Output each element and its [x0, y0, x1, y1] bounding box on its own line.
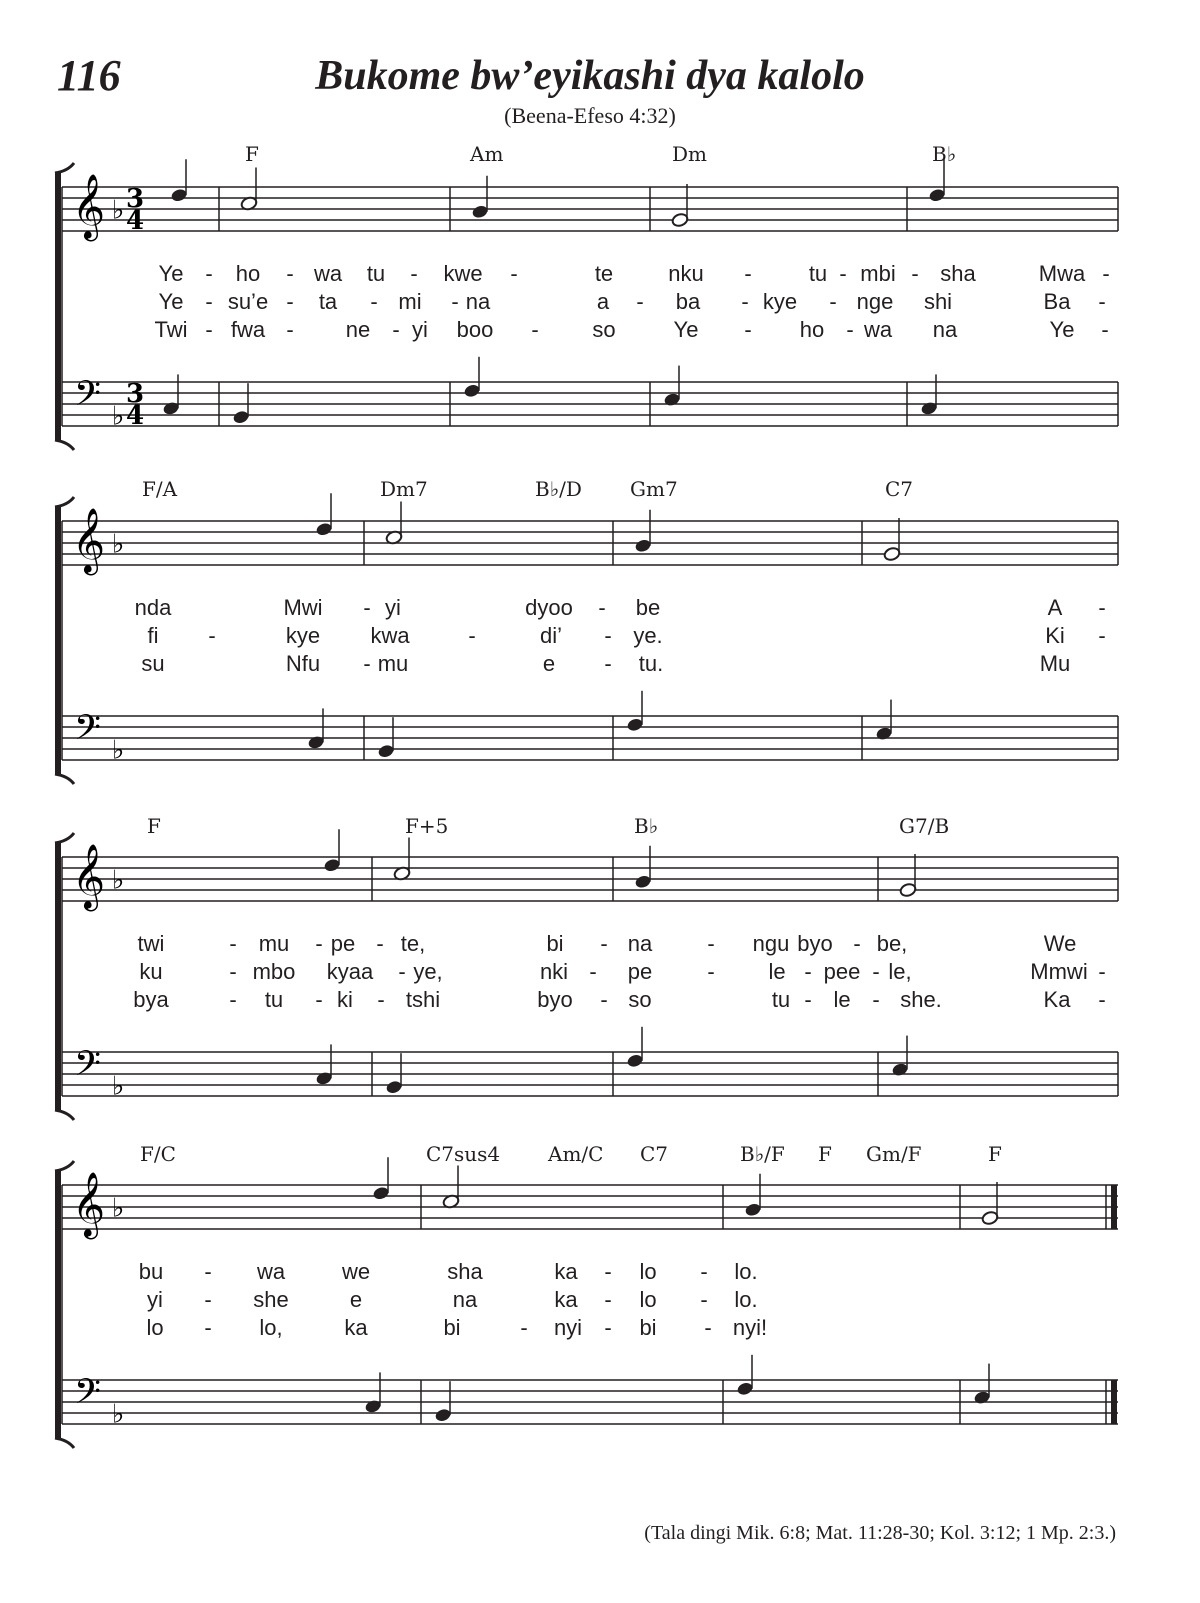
lyric-syllable: e: [349, 1287, 363, 1312]
lyric-syllable: mu: [258, 931, 290, 956]
lyric-syllable: ho: [799, 317, 825, 342]
lyric-syllable: nyi: [553, 1315, 583, 1340]
lyric-hyphen: -: [392, 317, 400, 342]
chord-symbol: C7: [640, 1142, 669, 1166]
lyric-hyphen: -: [510, 261, 518, 286]
bass-staff: [62, 1052, 1118, 1096]
lyric-syllable: na: [932, 317, 958, 342]
chord-symbol: F: [818, 1142, 832, 1166]
treble-staff: [62, 187, 1118, 231]
lyric-hyphen: -: [1098, 595, 1106, 620]
lyric-hyphen: -: [604, 1315, 612, 1340]
lyric-syllable: tu.: [638, 651, 664, 676]
lyric-syllable: lo: [639, 1259, 657, 1284]
lyric-hyphen: -: [204, 1259, 212, 1284]
lyric-syllable: Mu: [1039, 651, 1071, 676]
lyric-hyphen: -: [1102, 261, 1110, 286]
lyric-syllable: di’: [539, 623, 563, 648]
key-signature-flat: ♭: [112, 195, 125, 226]
chord-symbol: Gm/F: [866, 1142, 922, 1166]
lyric-syllable: ba: [675, 289, 701, 314]
chord-symbol: B♭: [634, 814, 659, 838]
chord-symbol: B♭/D: [535, 477, 582, 501]
lyric-hyphen: -: [286, 261, 294, 286]
lyric-syllable: mbo: [252, 959, 296, 984]
lyric-syllable: bya: [133, 987, 169, 1012]
lyric-syllable: mbi: [860, 261, 896, 286]
bracket-hook: [55, 1110, 74, 1120]
time-signature: 4: [126, 206, 145, 236]
staff-system: [0, 501, 1200, 780]
lyric-syllable: Mwi: [283, 595, 323, 620]
lyric-syllable: pee: [823, 959, 861, 984]
lyric-syllable: A: [1047, 595, 1063, 620]
lyric-hyphen: -: [286, 289, 294, 314]
lyric-syllable: tu: [366, 261, 386, 286]
lyric-syllable: kyaa: [326, 959, 374, 984]
bracket-hook: [55, 163, 74, 173]
lyric-hyphen: -: [531, 317, 539, 342]
lyric-hyphen: -: [451, 289, 459, 314]
lyric-hyphen: -: [829, 289, 837, 314]
lyric-syllable: pe: [627, 959, 653, 984]
lyric-syllable: byo: [537, 987, 573, 1012]
lyric-syllable: yi: [147, 1287, 163, 1312]
treble-clef: 𝄞: [72, 174, 106, 239]
lyric-syllable: ho: [235, 261, 261, 286]
final-barline-thick: [1111, 1185, 1117, 1229]
lyric-syllable: tu: [771, 987, 791, 1012]
lyric-hyphen: -: [744, 261, 752, 286]
lyric-syllable: ngu: [752, 931, 790, 956]
lyric-syllable: bi: [443, 1315, 461, 1340]
lyric-hyphen: -: [315, 987, 323, 1012]
key-signature-flat: ♭: [112, 865, 125, 896]
lyric-hyphen: -: [604, 1287, 612, 1312]
lyric-hyphen: -: [315, 931, 323, 956]
hymn-number: 116: [57, 51, 121, 100]
lyric-syllable: Ye: [1049, 317, 1075, 342]
lyric-syllable: fwa: [230, 317, 266, 342]
lyric-hyphen: -: [376, 931, 384, 956]
lyric-hyphen: -: [604, 651, 612, 676]
chord-symbol: F: [147, 814, 161, 838]
lyric-syllable: dyoo: [525, 595, 573, 620]
lyric-syllable: kye: [285, 623, 321, 648]
lyric-hyphen: -: [804, 959, 812, 984]
lyric-syllable: wa: [863, 317, 893, 342]
treble-clef: 𝄞: [72, 844, 106, 909]
key-signature-flat: ♭: [112, 1399, 125, 1430]
lyric-syllable: twi: [137, 931, 165, 956]
lyric-hyphen: -: [872, 959, 880, 984]
lyric-syllable: be,: [876, 931, 908, 956]
lyric-hyphen: -: [1101, 317, 1109, 342]
treble-staff: [62, 857, 1118, 901]
lyric-hyphen: -: [229, 987, 237, 1012]
lyric-syllable: Ye: [158, 261, 184, 286]
lyric-syllable: tu: [808, 261, 828, 286]
bass-staff: [62, 716, 1118, 760]
lyric-hyphen: -: [208, 623, 216, 648]
key-signature-flat: ♭: [112, 735, 125, 766]
lyric-hyphen: -: [229, 931, 237, 956]
lyric-syllable: kye: [762, 289, 798, 314]
lyric-hyphen: -: [741, 289, 749, 314]
lyric-syllable: yi: [412, 317, 428, 342]
lyric-syllable: Ba: [1043, 289, 1071, 314]
lyric-syllable: byo: [797, 931, 833, 956]
lyric-syllable: te,: [400, 931, 426, 956]
lyric-syllable: yi: [385, 595, 401, 620]
lyric-syllable: we: [341, 1259, 371, 1284]
lyric-hyphen: -: [205, 261, 213, 286]
lyric-hyphen: -: [589, 959, 597, 984]
lyric-syllable: bi: [639, 1315, 657, 1340]
lyric-syllable: lo: [146, 1315, 164, 1340]
lyric-syllable: ta: [318, 289, 338, 314]
lyric-syllable: ne: [345, 317, 371, 342]
lyric-hyphen: -: [204, 1287, 212, 1312]
lyric-syllable: le: [768, 959, 786, 984]
lyric-syllable: bu: [138, 1259, 164, 1284]
lyric-hyphen: -: [604, 1259, 612, 1284]
lyric-syllable: shi: [923, 289, 953, 314]
lyric-hyphen: -: [1098, 987, 1106, 1012]
lyric-syllable: ka: [344, 1315, 368, 1340]
lyric-syllable: a: [596, 289, 610, 314]
staff-system: [0, 837, 1200, 1116]
lyric-syllable: she.: [900, 987, 942, 1012]
lyric-syllable: kwe: [443, 261, 483, 286]
time-signature: 3: [126, 379, 145, 409]
lyric-syllable: nki: [539, 959, 569, 984]
lyric-syllable: ki: [337, 987, 353, 1012]
lyric-hyphen: -: [1098, 623, 1106, 648]
lyric-hyphen: -: [636, 289, 644, 314]
footer-references: (Tala dingi Mik. 6:8; Mat. 11:28-30; Kol. 3:12; 1 Mp. 2:3.): [644, 1522, 1116, 1544]
chord-symbol: Am/C: [548, 1142, 604, 1166]
lyric-syllable: Ye: [673, 317, 699, 342]
lyric-hyphen: -: [911, 261, 919, 286]
lyric-hyphen: -: [598, 595, 606, 620]
treble-clef: 𝄞: [72, 508, 106, 573]
lyric-syllable: Ye: [158, 289, 184, 314]
lyric-hyphen: -: [846, 317, 854, 342]
treble-clef: 𝄞: [72, 1172, 106, 1237]
lyric-syllable: na: [627, 931, 653, 956]
lyric-syllable: sha: [940, 261, 976, 286]
key-signature-flat: ♭: [112, 1193, 125, 1224]
bracket-hook: [55, 774, 74, 784]
lyric-hyphen: -: [363, 651, 371, 676]
lyric-syllable: ka: [554, 1259, 578, 1284]
lyric-hyphen: -: [410, 261, 418, 286]
lyric-hyphen: -: [839, 261, 847, 286]
lyric-hyphen: -: [704, 1315, 712, 1340]
staff-system: [0, 1165, 1200, 1444]
chord-symbol: G7/B: [899, 814, 950, 838]
lyric-hyphen: -: [853, 931, 861, 956]
lyric-syllable: na: [452, 1287, 478, 1312]
lyric-syllable: na: [465, 289, 491, 314]
lyric-syllable: sha: [447, 1259, 483, 1284]
lyric-hyphen: -: [377, 987, 385, 1012]
lyric-hyphen: -: [363, 595, 371, 620]
lyric-syllable: pe: [330, 931, 356, 956]
bracket-hook: [55, 1438, 74, 1448]
lyric-syllable: We: [1043, 931, 1077, 956]
lyric-syllable: nda: [134, 595, 172, 620]
lyric-hyphen: -: [700, 1259, 708, 1284]
lyric-hyphen: -: [604, 623, 612, 648]
bracket-hook: [55, 497, 74, 507]
lyric-syllable: ku: [139, 959, 163, 984]
chord-symbol: Dm7: [380, 477, 428, 501]
lyric-hyphen: -: [872, 987, 880, 1012]
lyric-syllable: nku: [668, 261, 704, 286]
bracket-hook: [55, 833, 74, 843]
lyric-syllable: le,: [888, 959, 912, 984]
lyric-syllable: be: [635, 595, 661, 620]
time-signature: 3: [126, 184, 145, 214]
lyric-syllable: Ki: [1045, 623, 1065, 648]
chord-symbol: F/C: [140, 1142, 176, 1166]
lyric-syllable: e: [542, 651, 556, 676]
lyric-hyphen: -: [229, 959, 237, 984]
chord-symbol: Am: [470, 142, 504, 166]
lyric-hyphen: -: [205, 317, 213, 342]
lyric-syllable: mu: [377, 651, 409, 676]
chord-symbol: C7sus4: [426, 1142, 501, 1166]
chord-symbol: B♭/F: [740, 1142, 785, 1166]
lyric-syllable: so: [628, 987, 652, 1012]
bass-staff: [62, 382, 1118, 426]
lyric-syllable: Mmwi: [1030, 959, 1088, 984]
key-signature-flat: ♭: [112, 401, 125, 432]
lyric-syllable: su’e: [227, 289, 269, 314]
bass-clef: 𝄢: [74, 1043, 102, 1092]
lyric-hyphen: -: [804, 987, 812, 1012]
lyric-syllable: tu: [264, 987, 284, 1012]
scripture-reference: (Beena-Efeso 4:32): [504, 103, 676, 128]
lyric-hyphen: -: [370, 289, 378, 314]
lyric-syllable: wa: [313, 261, 343, 286]
lyric-hyphen: -: [707, 959, 715, 984]
bracket-hook: [55, 440, 74, 450]
lyric-syllable: ye,: [413, 959, 443, 984]
lyric-hyphen: -: [398, 959, 406, 984]
lyric-syllable: Twi: [154, 317, 188, 342]
time-signature: 4: [126, 401, 145, 431]
lyric-hyphen: -: [707, 931, 715, 956]
lyric-hyphen: -: [744, 317, 752, 342]
bass-clef: 𝄢: [74, 707, 102, 756]
lyric-hyphen: -: [468, 623, 476, 648]
lyric-syllable: nge: [856, 289, 894, 314]
lyric-syllable: le: [833, 987, 851, 1012]
lyric-syllable: ye.: [633, 623, 663, 648]
lyric-syllable: lo: [639, 1287, 657, 1312]
lyric-syllable: Nfu: [285, 651, 321, 676]
lyric-syllable: Mwa: [1038, 261, 1086, 286]
lyric-hyphen: -: [600, 987, 608, 1012]
chord-symbol: Gm7: [630, 477, 678, 501]
lyric-syllable: ka: [554, 1287, 578, 1312]
key-signature-flat: ♭: [112, 1071, 125, 1102]
lyric-syllable: lo,: [259, 1315, 283, 1340]
hymn-title: Bukome bw’eyikashi dya kalolo: [315, 53, 865, 99]
key-signature-flat: ♭: [112, 529, 125, 560]
lyric-hyphen: -: [204, 1315, 212, 1340]
lyric-hyphen: -: [700, 1287, 708, 1312]
lyric-syllable: lo.: [734, 1287, 758, 1312]
chord-symbol: Dm: [672, 142, 707, 166]
lyric-syllable: bi: [546, 931, 564, 956]
lyric-hyphen: -: [1098, 959, 1106, 984]
bass-clef: 𝄢: [74, 1371, 102, 1420]
lyric-syllable: mi: [398, 289, 422, 314]
lyric-syllable: nyi!: [732, 1315, 768, 1340]
lyric-hyphen: -: [286, 317, 294, 342]
chord-symbol: C7: [885, 477, 914, 501]
bracket-hook: [55, 1161, 74, 1171]
lyric-syllable: kwa: [370, 623, 410, 648]
chord-symbol: B♭: [932, 142, 957, 166]
bass-clef: 𝄢: [74, 373, 102, 422]
chord-symbol: F: [245, 142, 259, 166]
lyric-syllable: wa: [256, 1259, 286, 1284]
lyric-syllable: su: [141, 651, 165, 676]
lyric-syllable: tshi: [405, 987, 441, 1012]
lyric-hyphen: -: [520, 1315, 528, 1340]
treble-staff: [62, 521, 1118, 565]
lyric-syllable: lo.: [734, 1259, 758, 1284]
lyric-hyphen: -: [205, 289, 213, 314]
chord-symbol: F/A: [142, 477, 178, 501]
lyric-syllable: so: [592, 317, 616, 342]
lyric-hyphen: -: [600, 931, 608, 956]
lyric-syllable: Ka: [1043, 987, 1071, 1012]
lyric-hyphen: -: [1098, 289, 1106, 314]
lyric-syllable: she: [253, 1287, 289, 1312]
lyric-syllable: boo: [456, 317, 494, 342]
final-barline-thick: [1111, 1380, 1117, 1424]
chord-symbol: F: [988, 1142, 1002, 1166]
lyric-syllable: te: [594, 261, 614, 286]
lyric-syllable: fi: [147, 623, 159, 648]
chord-symbol: F+5: [405, 814, 449, 838]
